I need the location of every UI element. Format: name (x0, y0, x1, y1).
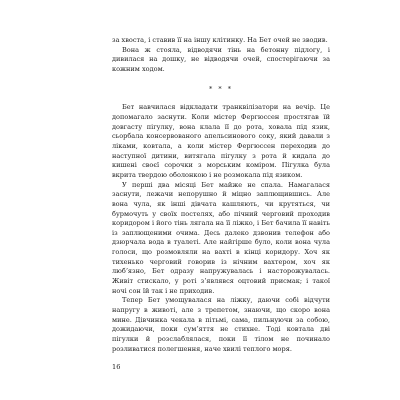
paragraph: Вона ж стояла, відводячи тінь на бетонну підлогу, і дивилася на дошку, не відводячи очей, спостерігаючи за кожним ходом. (112, 45, 330, 73)
paragraph: Бет навчилася відкладати транквілізатори на вечір. Це допомагало заснути. Коли містер Фергюссен простягав їй довгасту пігулку, вона клала її до рота, ховала під язик, сьорбала консервованого апельсинового соку, який давали з ліками, ковтала, а коли містер Фергюссен переходив до наступної дитини, витягала пігулку з рота й кидала до кишені своєї сорочки з морським коміром. Пігулка була вкрита твердою оболонкою і не розмокала під язиком. (112, 103, 330, 179)
paragraph: У перші два місяці Бет майже не спала. Намагалася заснути, лежачи непорушно й міцно заплющившись. Але вона чула, як інші дівчата кашляють, чи крутяться, чи бурмочуть у своїх постелях, або пічний черговий проходив коридором і його тінь лягала на її ліжко, і Бет бачила її навіть із заплющеними очима. Десь далеко дзвонив телефон або дзюрчала вода в туалеті. Але найгірше було, коли вона чула голоси, що розмовляли на вахті в кінці коридору. Хоч як тихенько черговий говорив із нічним вахтером, хоч як любʼязно, Бет одразу напружувалась і насторожувалась. Живіт стискало, у роті зʼявлявся оцтовий присмак; і такої ночі сон їй так і не приходив. (112, 180, 330, 295)
page-number: 16 (112, 363, 121, 371)
section-separator: * * * (209, 84, 233, 93)
paragraph: Тепер Бет умощувалася на ліжку, даючи собі відчути напругу в животі, але з трепетом, знаючи, що скоро вона мине. Дівчинка чекала в пітьмі, сама, пильнуючи за собою, дожидаючи, поки сумʼяття не стихне. Тоді ковтала дві пігулки й розслаблялася, поки її тілом не починало розливатися полегшення, наче хвилі теплого моря. (112, 296, 330, 353)
paragraph-continuation: за хвоста, і ставив її на іншу клітинку. На Бет очей не зводив. (112, 36, 328, 44)
body-text (112, 36, 330, 354)
